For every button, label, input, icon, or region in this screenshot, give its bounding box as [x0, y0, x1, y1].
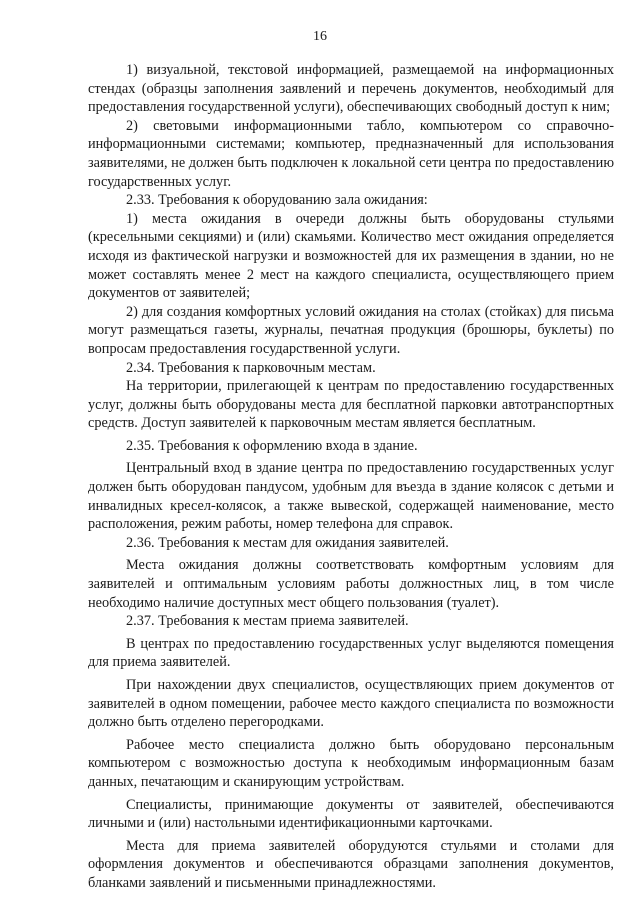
paragraph: Места для приема заявителей оборудуются стульями и столами для оформления документов и обеспечиваются образцами заполнения документов, бланками заявлений и письменными принадлежностями.: [88, 837, 614, 891]
paragraph: Специалисты, принимающие документы от заявителей, обеспечиваются личными и (или) настольными идентификационными карточками.: [88, 796, 614, 832]
section-heading: 2.34. Требования к парковочным местам.: [126, 359, 376, 376]
paragraph: На территории, прилегающей к центрам по предоставлению государственных услуг, должны быть оборудованы места для бесплатной парковки автотранспортных средств. Доступ заявителей к парковочным местам является бесплатным.: [88, 378, 614, 432]
paragraph: 2) для создания комфортных условий ожидания на столах (стойках) для письма могут размещаться газеты, журналы, печатная продукция (брошюры, буклеты) по вопросам предоставления государственной услуги.: [88, 303, 614, 357]
paragraph: Рабочее место специалиста должно быть оборудовано персональным компьютером с возможностью доступа к необходимым информационным базам данных, печатающим и сканирующим устройствам.: [88, 736, 614, 790]
paragraph: В центрах по предоставлению государственных услуг выделяются помещения для приема заявителей.: [88, 635, 614, 671]
paragraph: При нахождении двух специалистов, осуществляющих прием документов от заявителей в одном помещении, рабочее место каждого специалиста по возможности должно быть отделено перегородками.: [88, 677, 614, 731]
page-number: 16: [313, 29, 327, 44]
section-heading: 2.35. Требования к оформлению входа в здание.: [126, 437, 418, 454]
section-heading: 2.37. Требования к местам приема заявителей.: [126, 613, 409, 630]
paragraph: 1) места ожидания в очереди должны быть оборудованы стульями (кресельными секциями) и (или) скамьями. Количество мест ожидания определяется исходя из фактической нагрузки и возможностей для их размещения в здании, но не может составлять менее 2 мест на каждого специалиста, осуществляющего прием документов от заявителей;: [88, 210, 614, 302]
paragraph: Центральный вход в здание центра по предоставлению государственных услуг должен быть оборудован пандусом, удобным для въезда в здание колясок с детьми и инвалидных кресел-колясок, а также вывеской, содержащей наименование, место расположения, режим работы, номер телефона для справок.: [88, 460, 614, 533]
paragraph: 1) визуальной, текстовой информацией, размещаемой на информационных стендах (образцы заполнения заявлений и перечень документов, необходимый для предоставления государственной услуги), обеспечивающих свободный доступ к ним;: [88, 62, 614, 116]
section-heading: 2.33. Требования к оборудованию зала ожидания:: [126, 192, 428, 209]
paragraph: Места ожидания должны соответствовать комфортным условиям для заявителей и оптимальным условиям работы должностных лиц, в том числе необходимо наличие доступных мест общего пользования (туалет).: [88, 557, 614, 611]
paragraph: 2) световыми информационными табло, компьютером со справочно-информационными системами; компьютер, предназначенный для использования заявителями, не должен быть подключен к локальной сети центра по предоставлению государственных услуг.: [88, 117, 614, 190]
section-heading: 2.36. Требования к местам для ожидания заявителей.: [126, 534, 449, 551]
document-body: [88, 61, 614, 893]
